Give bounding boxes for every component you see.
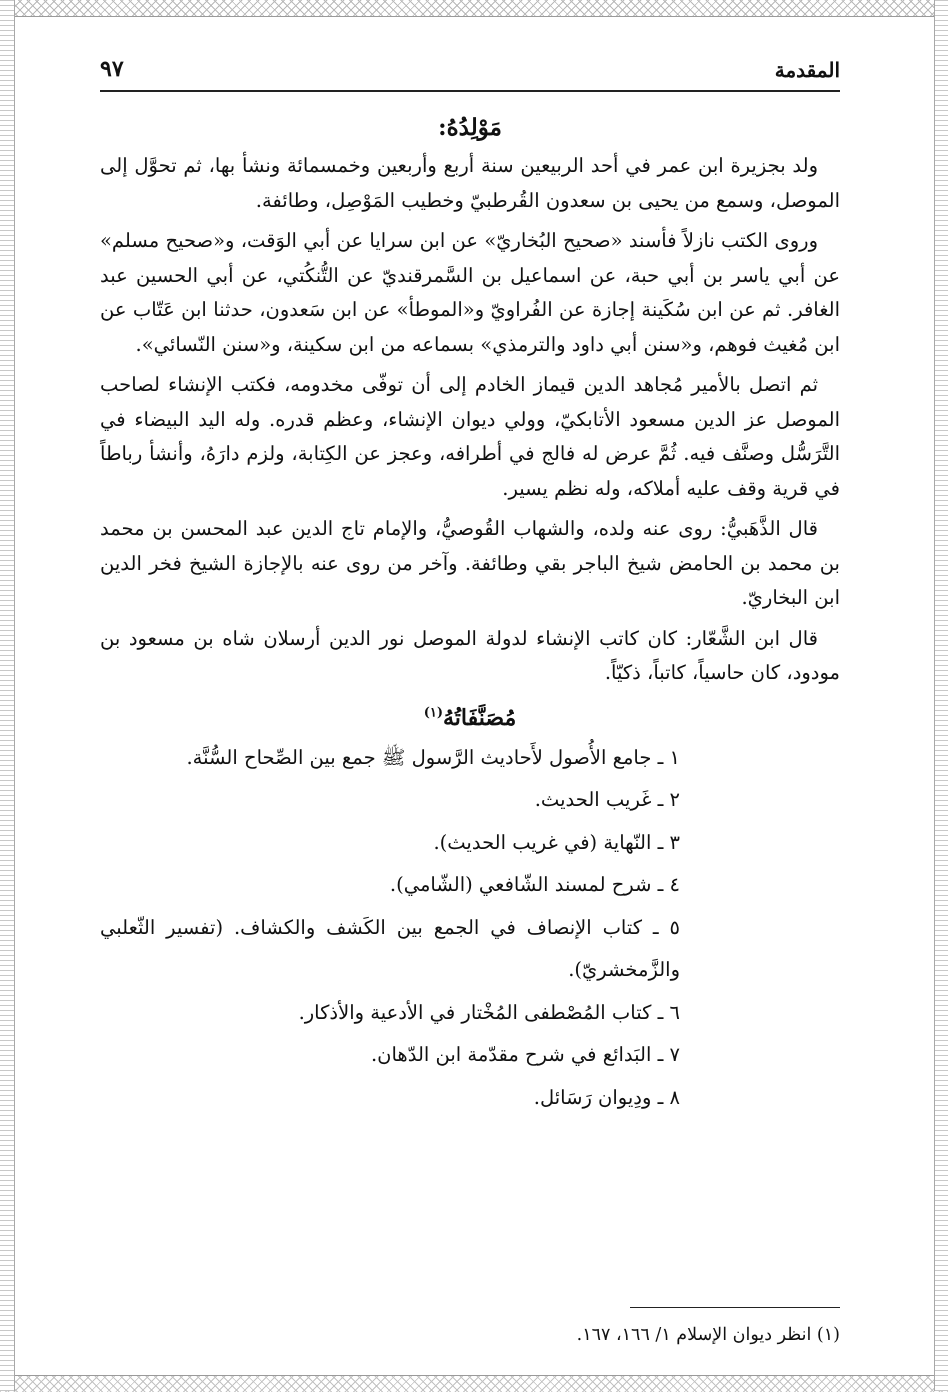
footnote-marker: (١) — [423, 705, 444, 721]
running-header — [100, 52, 840, 92]
list-item: ٤ ـ شرح لمسند الشّافعي (الشّامي). — [389, 873, 680, 896]
footnote-divider — [630, 1307, 840, 1308]
paragraph: وروى الكتب نازلاً فأسند «صحيح البُخاريّ» عن ابن سرايا عن أبي الوَقت، و«صحيح مسلم» عن أبي ياسر بن أبي حبة، عن اسماعيل بن السَّمرقنديّ عن التُّنكُتي، عن أبي الحسين عبد الغافر. ثم عن ابن سُكَينة إجازة عن الفُراويّ و«الموطأ» عن ابن سَعدون، حدثنا ابن عَتّاب عن ابن مُغيث فوهم، و«سنن أبي داود والترمذي» بسماعه من ابن سكينة، و«سنن النّسائي». — [100, 229, 840, 356]
list-item: ٧ ـ البَدائع في شرح مقدّمة ابن الدّهان. — [370, 1043, 680, 1066]
list-item: ٢ ـ غَريب الحديث. — [534, 788, 680, 811]
paragraph: قال ابن الشَّعّار: كان كاتب الإنشاء لدولة الموصل نور الدين أرسلان شاه بن مسعود بن مودود، كان حاسياً، كاتباً، ذكيّاً. — [100, 626, 840, 684]
page-border-top — [0, 0, 948, 17]
section-heading-birth: مَوْلِدُهُ: — [438, 114, 502, 141]
list-item: ٥ ـ كتاب الإنصاف في الجمع بين الكَشف والكشاف. (تفسير الثّعلبي والزَّمخشريّ). — [100, 915, 680, 981]
section-heading-works-text: مُصَنَّفَاتُهُ — [443, 704, 517, 731]
list-item: ٦ ـ كتاب المُصْطفى المُخْتار في الأدعية والأذكار. — [298, 1000, 680, 1024]
list-item: ٨ ـ ودِيوان رَسَائل. — [533, 1085, 680, 1109]
page-border-left — [0, 0, 15, 1391]
paragraph: قال الذَّهَبيُّ: روى عنه ولده، والشهاب القُوصيُّ، والإمام تاج الدين عبد المحسن بن محمد بن محمد بن الحامض شيخ الباجر بقي وطائفة. وآخر من روى عنه بالإجازة الشيخ فخر الدين ابن البخاريّ. — [100, 517, 840, 609]
page-number: ٩٧ — [100, 56, 124, 82]
page-border-right — [934, 0, 948, 1391]
paragraph: ثم اتصل بالأمير مُجاهد الدين قيماز الخادم إلى أن توفّى مخدومه، فكتب الإنشاء لصاحب الموصل عز الدين مسعود الأتابكيّ، وولي ديوان الإنشاء، وعظم قدره. وله اليد البيضاء في التَّرَسُّل وصنَّف فيه. ثُمَّ عرض له فالج في أطرافه، وعجز عن الكِتابة، ولزم دارَهُ، وأنشأ رباطاً في قرية وقف عليه أملاكه، وله نظم يسير. — [100, 373, 840, 500]
page-body — [100, 100, 840, 1119]
footnote: (١) انظر ديوان الإسلام ١/ ١٦٦، ١٦٧. — [576, 1325, 840, 1345]
list-item: ٣ ـ النّهاية (في غريب الحديث). — [433, 830, 680, 854]
section-heading-works — [100, 705, 840, 731]
page-border-bottom — [0, 1375, 948, 1392]
paragraph: ولد بجزيرة ابن عمر في أحد الربيعين سنة أربع وأربعين وخمسمائة ونشأ بها، ثم تحوَّل إلى الموصل، وسمع من يحيى بن سعدون القُرطبيّ وخطيب المَوْصِل، وطائفة. — [100, 154, 840, 212]
running-header-title: المقدمة — [774, 58, 840, 82]
works-list — [100, 737, 840, 1120]
list-item: ١ ـ جامع الأُصول لأَحاديث الرَّسول ﷺ جمع بين الصِّحاح السُّنَّة. — [186, 745, 680, 769]
